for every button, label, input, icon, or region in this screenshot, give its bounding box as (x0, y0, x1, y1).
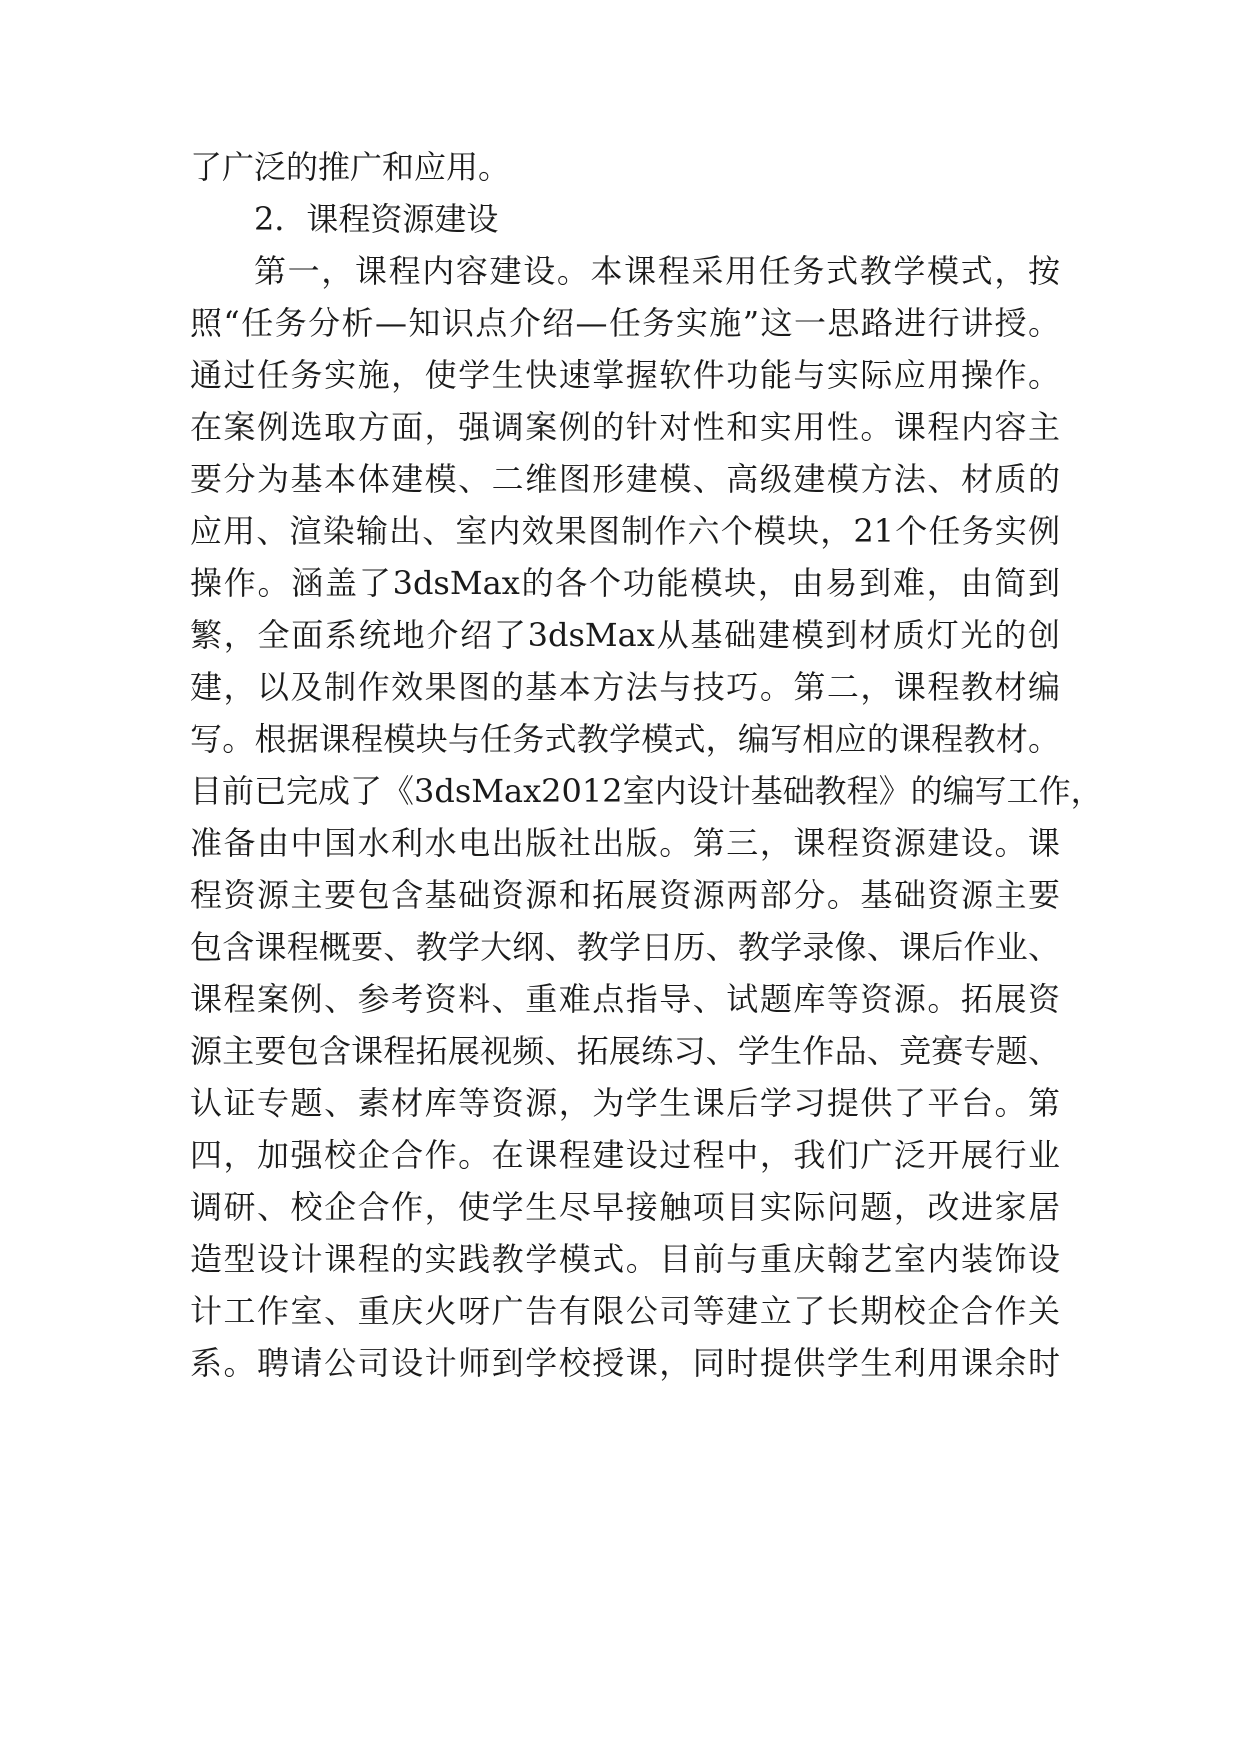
text-line-17: 课程案例、参考资料、重难点指导、试题库等资源。拓展资 (190, 980, 1060, 1018)
text-line-10: 繁，全面系统地介绍了3dsMax从基础建模到材质灯光的创 (190, 616, 1060, 654)
text-line-15: 程资源主要包含基础资源和拓展资源两部分。基础资源主要 (190, 876, 1060, 914)
text-line-24: 系。聘请公司设计师到学校授课，同时提供学生利用课余时 (190, 1344, 1060, 1382)
text-line-22: 造型设计课程的实践教学模式。目前与重庆翰艺室内装饰设 (190, 1240, 1060, 1278)
text-line-18: 源主要包含课程拓展视频、拓展练习、学生作品、竞赛专题、 (190, 1032, 1060, 1070)
section-heading: 2．课程资源建设 (254, 200, 499, 238)
text-line-7: 要分为基本体建模、二维图形建模、高级建模方法、材质的 (190, 460, 1060, 498)
text-line-11: 建，以及制作效果图的基本方法与技巧。第二，课程教材编 (190, 668, 1060, 706)
text-line-23: 计工作室、重庆火呀广告有限公司等建立了长期校企合作关 (190, 1292, 1060, 1330)
text-line-16: 包含课程概要、教学大纲、教学日历、教学录像、课后作业、 (190, 928, 1060, 966)
text-line-21: 调研、校企合作，使学生尽早接触项目实际问题，改进家居 (190, 1188, 1060, 1226)
text-line-4: 照“任务分析—知识点介绍—任务实施”这一思路进行讲授。 (190, 304, 1060, 342)
text-line-3: 第一，课程内容建设。本课程采用任务式教学模式，按 (254, 252, 1060, 290)
text-line-8: 应用、渲染输出、室内效果图制作六个模块，21个任务实例 (190, 512, 1060, 550)
text-line-13: 目前已完成了《3dsMax2012室内设计基础教程》的编写工作， (190, 772, 1103, 810)
text-line-1: 了广泛的推广和应用。 (190, 148, 511, 186)
text-line-20: 四，加强校企合作。在课程建设过程中，我们广泛开展行业 (190, 1136, 1060, 1174)
text-line-5: 通过任务实施，使学生快速掌握软件功能与实际应用操作。 (190, 356, 1060, 394)
text-line-9: 操作。涵盖了3dsMax的各个功能模块，由易到难，由简到 (190, 564, 1060, 602)
text-line-14: 准备由中国水利水电出版社出版。第三，课程资源建设。课 (190, 824, 1060, 862)
text-line-19: 认证专题、素材库等资源，为学生课后学习提供了平台。第 (190, 1084, 1060, 1122)
text-line-6: 在案例选取方面，强调案例的针对性和实用性。课程内容主 (190, 408, 1060, 446)
text-line-12: 写。根据课程模块与任务式教学模式，编写相应的课程教材。 (190, 720, 1060, 758)
